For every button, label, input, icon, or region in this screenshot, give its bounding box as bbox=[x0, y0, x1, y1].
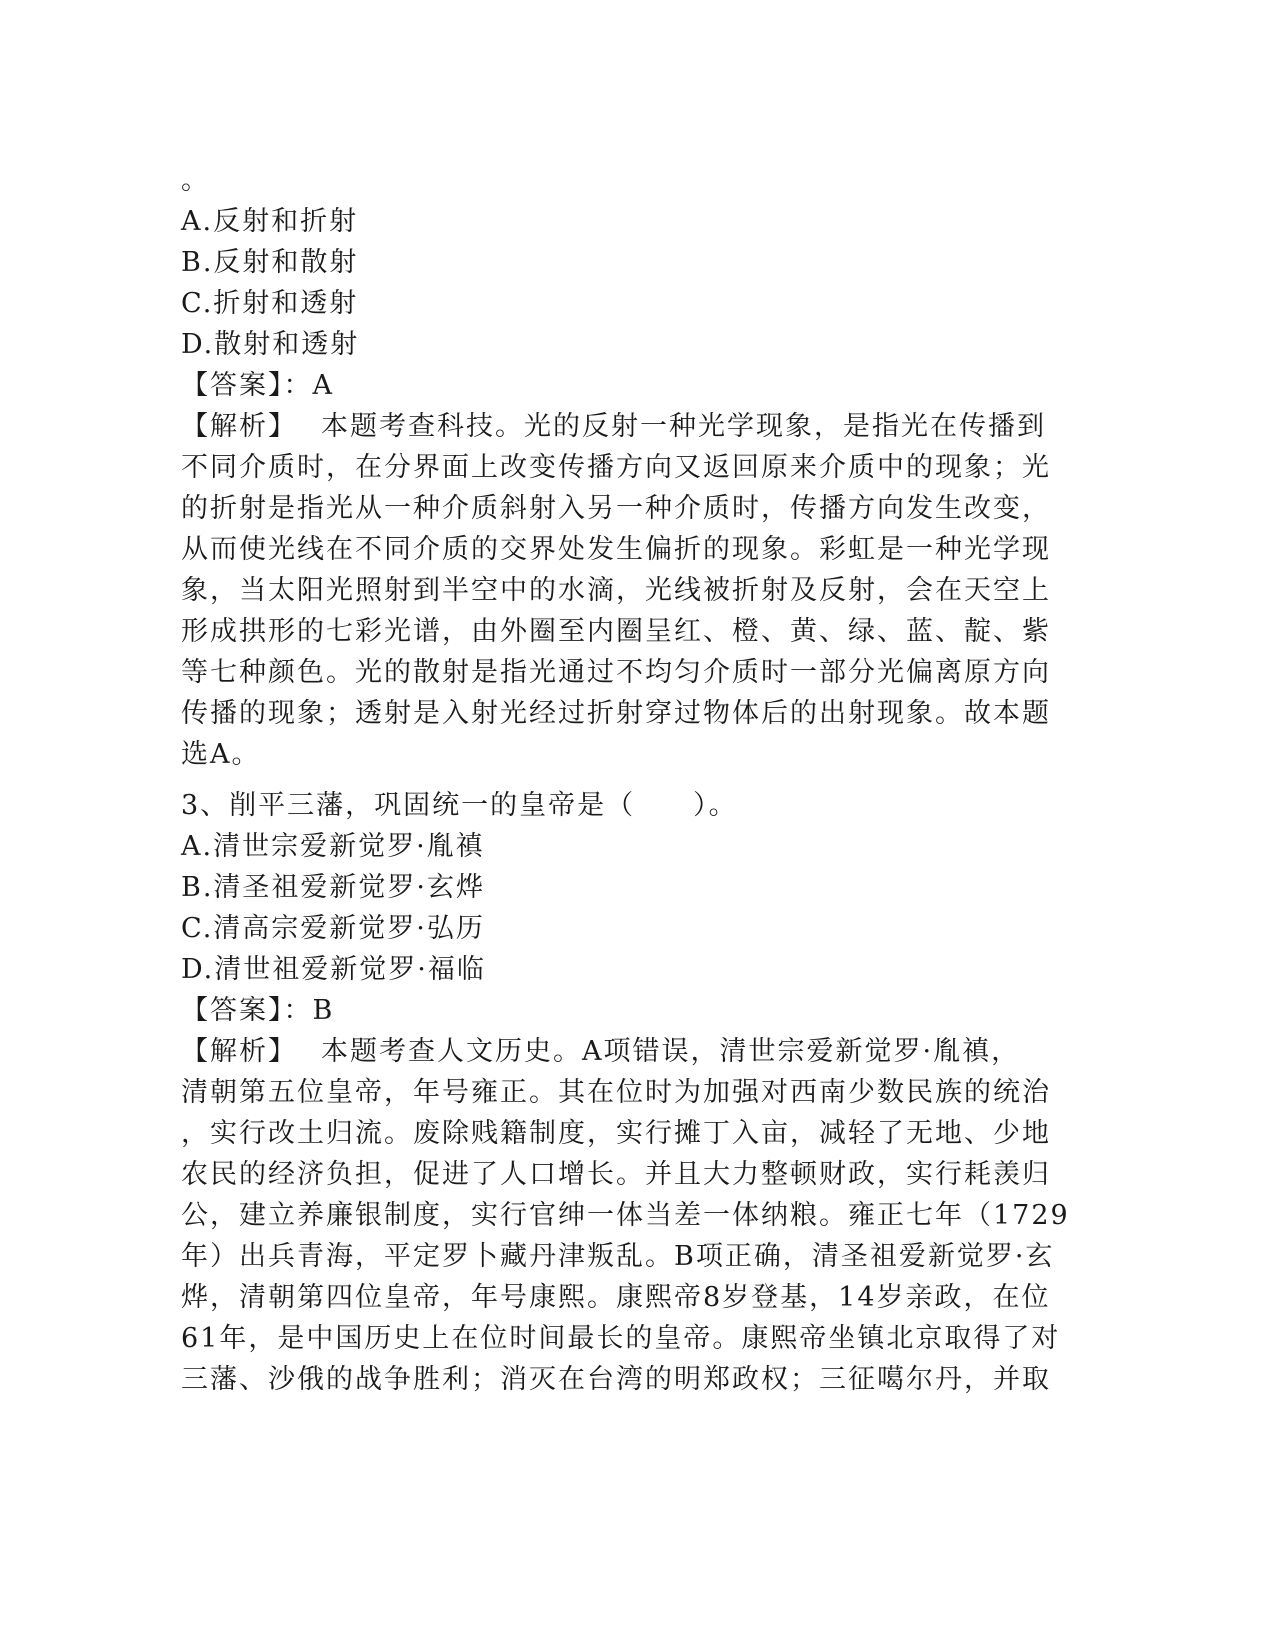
q2-analysis-label: 【解析】 bbox=[181, 411, 297, 442]
q3-analysis-line: 农民的经济负担，促进了人口增长。并且大力整顿财政，实行耗羡归 bbox=[181, 1159, 1051, 1190]
q2-analysis-line: 选A。 bbox=[181, 739, 261, 770]
q3-analysis-line: 三藩、沙俄的战争胜利；消灭在台湾的明郑政权；三征噶尔丹，并取 bbox=[181, 1364, 1051, 1395]
q3-analysis-line: 公，建立养廉银制度，实行官绅一体当差一体纳粮。雍正七年（1729 bbox=[181, 1200, 1070, 1231]
q2-analysis-line: 从而使光线在不同介质的交界处发生偏折的现象。彩虹是一种光学现 bbox=[181, 534, 1051, 565]
q3-option-d: D.清世祖爱新觉罗·福临 bbox=[181, 954, 486, 985]
q2-analysis-line: 象，当太阳光照射到半空中的水滴，光线被折射及反射，会在天空上 bbox=[181, 575, 1051, 606]
q2-option-a: A.反射和折射 bbox=[181, 206, 359, 237]
q3-stem: 3、削平三藩，巩固统一的皇帝是（ ）。 bbox=[181, 790, 738, 821]
q2-option-b: B.反射和散射 bbox=[181, 247, 359, 278]
question-gap bbox=[181, 775, 1061, 785]
q3-analysis-line bbox=[181, 1031, 1061, 1072]
q3-analysis-line: 清朝第五位皇帝，年号雍正。其在位时为加强对西南少数民族的统治 bbox=[181, 1077, 1051, 1108]
q2-option-d: D.散射和透射 bbox=[181, 329, 360, 360]
q3-option-a: A.清世宗爱新觉罗·胤禛 bbox=[181, 831, 485, 862]
q3-analysis-text: 本题考查人文历史。A项错误，清世宗爱新觉罗·胤禛， bbox=[321, 1036, 1021, 1067]
q2-analysis-line bbox=[181, 406, 1061, 447]
q2-analysis-line: 等七种颜色。光的散射是指光通过不均匀介质时一部分光偏离原方向 bbox=[181, 657, 1051, 688]
q2-analysis-line: 的折射是指光从一种介质斜射入另一种介质时，传播方向发生改变， bbox=[181, 493, 1051, 524]
q2-analysis-line: 传播的现象；透射是入射光经过折射穿过物体后的出射现象。故本题 bbox=[181, 698, 1051, 729]
q2-analysis-text: 本题考查科技。光的反射一种光学现象，是指光在传播到 bbox=[321, 411, 1046, 442]
q3-analysis-line: 烨，清朝第四位皇帝，年号康熙。康熙帝8岁登基，14岁亲政，在位 bbox=[181, 1282, 1051, 1313]
q3-answer: 【答案】：B bbox=[181, 995, 335, 1026]
q3-option-b: B.清圣祖爱新觉罗·玄烨 bbox=[181, 872, 486, 903]
q3-option-c: C.清高宗爱新觉罗·弘历 bbox=[181, 913, 485, 944]
q2-analysis-line: 不同介质时，在分界面上改变传播方向又返回原来介质中的现象；光 bbox=[181, 452, 1051, 483]
q2-answer: 【答案】：A bbox=[181, 370, 334, 401]
q3-analysis-line: 年）出兵青海，平定罗卜藏丹津叛乱。B项正确，清圣祖爱新觉罗·玄 bbox=[181, 1241, 1055, 1272]
q3-analysis-label: 【解析】 bbox=[181, 1036, 297, 1067]
document-page bbox=[181, 160, 1070, 1400]
q3-analysis-line: ，实行改土归流。废除贱籍制度，实行摊丁入亩，减轻了无地、少地 bbox=[181, 1118, 1051, 1149]
q2-analysis-line: 形成拱形的七彩光谱，由外圈至内圈呈红、橙、黄、绿、蓝、靛、紫 bbox=[181, 616, 1051, 647]
q2-stem-tail: 。 bbox=[181, 165, 210, 196]
q3-analysis-line: 61年，是中国历史上在位时间最长的皇帝。康熙帝坐镇北京取得了对 bbox=[181, 1323, 1061, 1354]
q2-option-c: C.折射和透射 bbox=[181, 288, 359, 319]
